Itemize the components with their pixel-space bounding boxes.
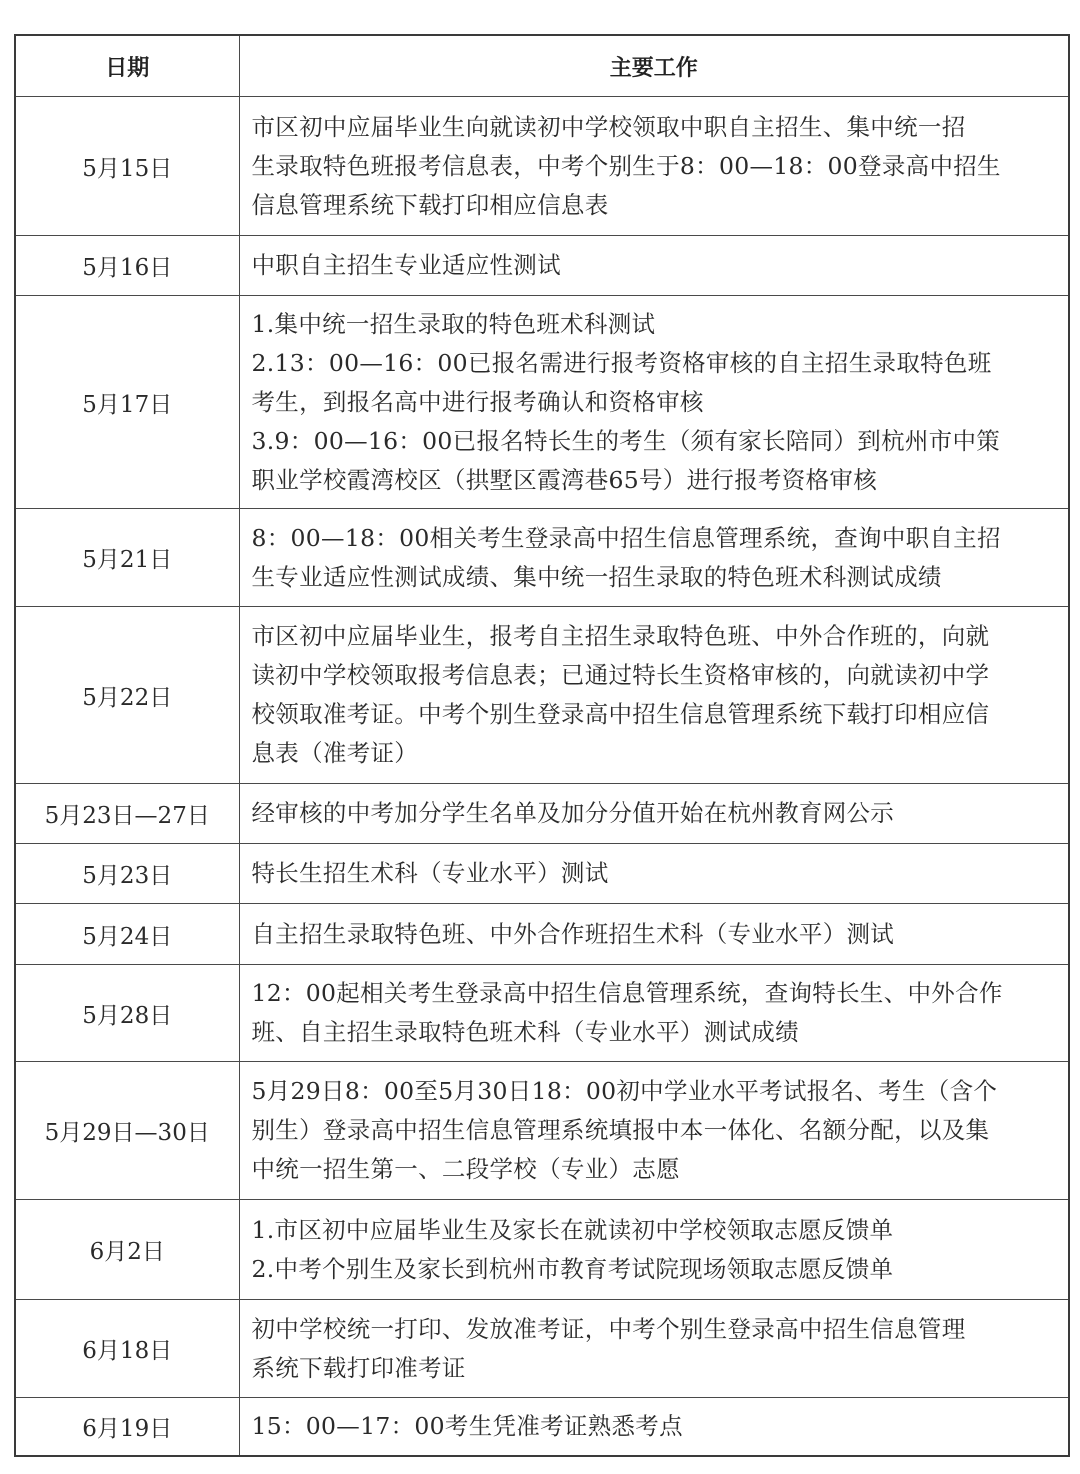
header-date: 日期: [15, 35, 239, 97]
table-row: [15, 1062, 1069, 1200]
work-line: 12：00起相关考生登录高中招生信息管理系统，查询特长生、中外合作: [251, 979, 1003, 1007]
table-row: [15, 1398, 1069, 1456]
schedule-table-container: [14, 34, 1068, 1457]
row-work: [239, 1200, 1069, 1300]
table-row: [15, 1200, 1069, 1300]
work-line: 市区初中应届毕业生，报考自主招生录取特色班、中外合作班的，向就: [251, 622, 990, 650]
row-date: 6月18日: [15, 1300, 239, 1398]
row-date: 5月24日: [15, 904, 239, 965]
table-row: [15, 607, 1069, 784]
schedule-table: [14, 34, 1070, 1457]
work-line: 生录取特色班报考信息表，中考个别生于8：00—18：00登录高中招生: [251, 151, 1001, 180]
table-row: [15, 236, 1069, 296]
row-date: 5月23日: [15, 844, 239, 904]
row-work: [239, 844, 1069, 904]
work-line: 1.集中统一招生录取的特色班术科测试: [251, 309, 656, 338]
work-line: 考生，到报名高中进行报考确认和资格审核: [251, 387, 704, 416]
row-work: [239, 1062, 1069, 1200]
row-work: [239, 784, 1069, 844]
work-line: 校领取准考证。中考个别生登录高中招生信息管理系统下载打印相应信: [251, 700, 990, 728]
row-date: 5月15日: [15, 97, 239, 236]
row-work: [239, 1300, 1069, 1398]
work-line: 读初中学校领取报考信息表；已通过特长生资格审核的，向就读初中学: [251, 661, 990, 689]
work-line: 自主招生录取特色班、中外合作班招生术科（专业水平）测试: [251, 919, 895, 948]
row-date: 5月28日: [15, 965, 239, 1062]
work-line: 5月29日8：00至5月30日18：00初中学业水平考试报名、考生（含个: [251, 1077, 998, 1105]
work-line: 15：00—17：00考生凭准考证熟悉考点: [251, 1411, 683, 1440]
row-work: [239, 296, 1069, 509]
work-line: 2.中考个别生及家长到杭州市教育考试院现场领取志愿反馈单: [251, 1254, 894, 1283]
work-line: 信息管理系统下载打印相应信息表: [251, 190, 609, 219]
row-date: 5月22日: [15, 607, 239, 784]
work-line: 别生）登录高中招生信息管理系统填报中本一体化、名额分配，以及集: [251, 1116, 990, 1144]
table-row: [15, 784, 1069, 844]
work-line: 息表（准考证）: [251, 739, 419, 767]
row-date: 5月21日: [15, 509, 239, 607]
work-line: 中统一招生第一、二段学校（专业）志愿: [251, 1155, 680, 1183]
work-line: 3.9：00—16：00已报名特长生的考生（须有家长陪同）到杭州市中策: [251, 426, 1001, 455]
row-date: 5月16日: [15, 236, 239, 296]
table-row: [15, 296, 1069, 509]
table-row: [15, 1300, 1069, 1398]
row-work: [239, 97, 1069, 236]
row-date: 5月17日: [15, 296, 239, 509]
header-work: 主要工作: [239, 35, 1069, 97]
work-line: 市区初中应届毕业生向就读初中学校领取中职自主招生、集中统一招: [251, 112, 966, 141]
row-work: [239, 1398, 1069, 1456]
table-row: [15, 97, 1069, 236]
row-work: [239, 236, 1069, 296]
row-date: 5月23日—27日: [15, 784, 239, 844]
row-work: [239, 607, 1069, 784]
table-row: [15, 904, 1069, 965]
table-row: [15, 844, 1069, 904]
work-line: 2.13：00—16：00已报名需进行报考资格审核的自主招生录取特色班: [251, 348, 992, 377]
table-row: [15, 965, 1069, 1062]
table-row: [15, 509, 1069, 607]
row-date: 5月29日—30日: [15, 1062, 239, 1200]
work-line: 特长生招生术科（专业水平）测试: [251, 859, 609, 887]
work-line: 班、自主招生录取特色班术科（专业水平）测试成绩: [251, 1018, 799, 1046]
work-line: 8：00—18：00相关考生登录高中招生信息管理系统，查询中职自主招: [251, 523, 1001, 552]
work-line: 1.市区初中应届毕业生及家长在就读初中学校领取志愿反馈单: [251, 1215, 894, 1244]
row-work: [239, 904, 1069, 965]
row-date: 6月2日: [15, 1200, 239, 1300]
row-work: [239, 965, 1069, 1062]
work-line: 系统下载打印准考证: [251, 1353, 466, 1382]
row-date: 6月19日: [15, 1398, 239, 1456]
work-line: 经审核的中考加分学生名单及加分分值开始在杭州教育网公示: [251, 799, 895, 827]
work-line: 生专业适应性测试成绩、集中统一招生录取的特色班术科测试成绩: [251, 562, 942, 591]
work-line: 职业学校霞湾校区（拱墅区霞湾巷65号）进行报考资格审核: [251, 465, 878, 494]
row-work: [239, 509, 1069, 607]
table-header-row: [15, 35, 1069, 97]
work-line: 初中学校统一打印、发放准考证，中考个别生登录高中招生信息管理: [251, 1314, 966, 1343]
work-line: 中职自主招生专业适应性测试: [251, 251, 561, 279]
